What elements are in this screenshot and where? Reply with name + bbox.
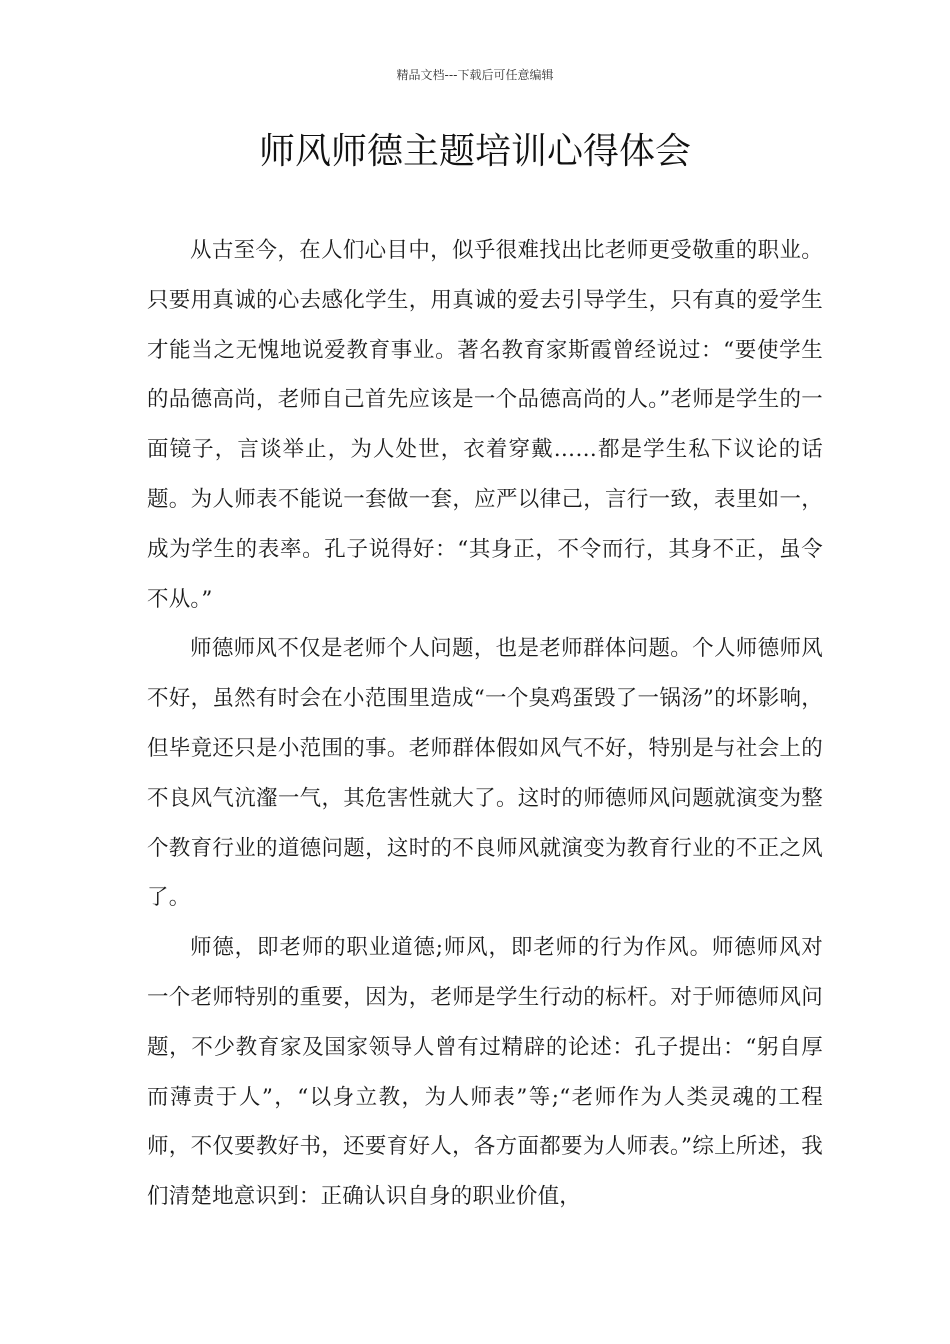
paragraph-1: 从古至今，在人们心目中，似乎很难找出比老师更受敬重的职业。只要用真诚的心去感化学生，用真诚的爱去引导学生，只有真的爱学生才能当之无愧地说爱教育事业。著名教育家斯霞曾经说过：“要使学生的品德高尚，老师自己首先应该是一个品德高尚的人。”老师是学生的一面镜子，言谈举止，为人处世，衣着穿戴……都是学生私下议论的话题。为人师表不能说一套做一套，应严以律己，言行一致，表里如一，成为学生的表率。孔子说得好：“其身正，不令而行，其身不正，虽令不从。”	[147, 238, 823, 612]
document-body	[147, 226, 823, 1222]
document-title: 师风师德主题培训心得体会	[258, 131, 691, 172]
paragraph-2: 师德师风不仅是老师个人问题，也是老师群体问题。个人师德师风不好，虽然有时会在小范围里造成“一个臭鸡蛋毁了一锅汤”的坏影响，但毕竟还只是小范围的事。老师群体假如风气不好，特别是与社会上的不良风气沆瀣一气，其危害性就大了。这时的师德师风问题就演变为整个教育行业的道德问题，这时的不良师风就演变为教育行业的不正之风了。	[147, 636, 823, 911]
paragraph-3: 师德，即老师的职业道德;师风，即老师的行为作风。师德师风对一个老师特别的重要，因为，老师是学生行动的标杆。对于师德师风问题，不少教育家及国家领导人曾有过精辟的论述：孔子提出：“躬自厚而薄责于人”，“以身立教，为人师表”等;“老师作为人类灵魂的工程师，不仅要教好书，还要育好人，各方面都要为人师表。”综上所述，我们清楚地意识到：正确认识自身的职业价值，	[147, 935, 823, 1210]
page-header-watermark: 精品文档---下载后可任意编辑	[396, 68, 554, 82]
